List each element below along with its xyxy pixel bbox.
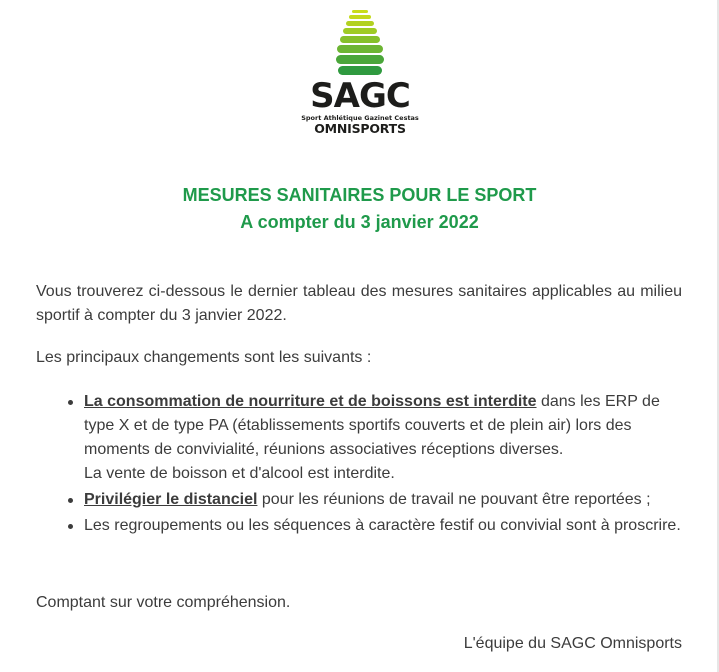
intro-paragraph: Vous trouverez ci-dessous le dernier tableau des mesures sanitaires applicables au milieu sportif à compter du 3 janvier 2022. [36,283,682,324]
bullet-icon [68,498,73,503]
page-title: MESURES SANITAIRES POUR LE SPORT [182,185,537,205]
signature: L'équipe du SAGC Omnisports [463,635,682,652]
change-text: Les regroupements ou les séquences à caractère festif ou convivial sont à proscrire. [84,517,681,534]
logo-name: SAGC [310,76,410,116]
page-subtitle: A compter du 3 janvier 2022 [240,212,479,232]
changes-intro: Les principaux changements sont les suivants : [36,349,372,366]
change-text: pour les réunions de travail ne pouvant être reportées ; [257,491,651,508]
change-emphasis: La consommation de nourriture et de boissons est interdite [84,393,537,410]
change-text: dans les ERP de type X et de type PA (établissements sportifs couverts et de plein air) lors des moments de convivialité, réunions associatives réceptions diverses. [84,393,660,458]
logo-subtitle: Sport Athlétique Gazinet Cestas [301,114,419,122]
sagc-logo [300,6,420,136]
pine-tree-icon [300,6,420,78]
changes-list [84,390,694,540]
change-emphasis: Privilégier le distanciel [84,491,258,508]
logo-omnisports: OMNISPORTS [314,121,406,136]
list-item [84,390,694,486]
list-item [84,514,694,538]
bullet-icon [68,524,73,529]
list-item [84,488,694,512]
change-extra: La vente de boisson et d'alcool est interdite. [84,465,395,482]
bullet-icon [68,400,73,405]
closing-text: Comptant sur votre compréhension. [36,594,291,611]
